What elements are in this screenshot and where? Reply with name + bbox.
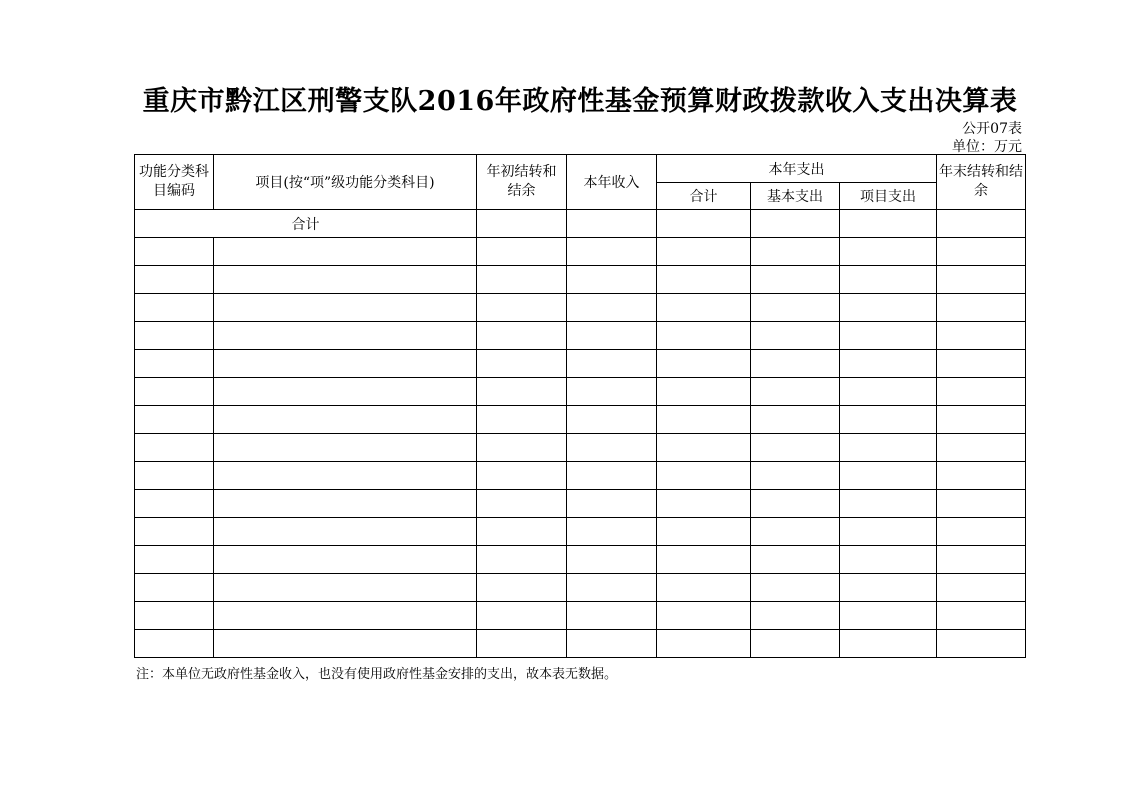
cell-code <box>135 378 214 406</box>
cell-end <box>937 322 1026 350</box>
cell-total <box>657 490 751 518</box>
cell-end <box>937 546 1026 574</box>
cell-end <box>937 238 1026 266</box>
table-row <box>135 490 1026 518</box>
cell-project <box>840 322 937 350</box>
cell-project <box>840 574 937 602</box>
cell-code <box>135 238 214 266</box>
table-row <box>135 322 1026 350</box>
table-row <box>135 378 1026 406</box>
header-item: 项目(按“项”级功能分类科目) <box>214 155 477 210</box>
cell-item <box>214 462 477 490</box>
cell-income <box>567 574 657 602</box>
cell-project <box>840 350 937 378</box>
header-exp-total: 合计 <box>657 183 751 210</box>
cell-code <box>135 406 214 434</box>
table-row <box>135 518 1026 546</box>
cell-code <box>135 630 214 658</box>
cell-project <box>840 378 937 406</box>
cell-project <box>840 434 937 462</box>
cell-code <box>135 350 214 378</box>
cell-total <box>657 602 751 630</box>
cell-project <box>840 490 937 518</box>
cell-project <box>840 630 937 658</box>
cell-basic <box>751 266 840 294</box>
budget-table <box>134 154 1026 658</box>
cell-end <box>937 490 1026 518</box>
cell-begin <box>477 406 567 434</box>
cell-end <box>937 378 1026 406</box>
table-row <box>135 630 1026 658</box>
total-end <box>937 210 1026 238</box>
table-row <box>135 294 1026 322</box>
table-number: 公开07表 <box>962 121 1022 137</box>
cell-total <box>657 238 751 266</box>
cell-item <box>214 378 477 406</box>
cell-end <box>937 350 1026 378</box>
cell-begin <box>477 378 567 406</box>
cell-begin <box>477 238 567 266</box>
total-income <box>567 210 657 238</box>
cell-basic <box>751 574 840 602</box>
cell-total <box>657 406 751 434</box>
total-begin <box>477 210 567 238</box>
cell-total <box>657 350 751 378</box>
cell-basic <box>751 462 840 490</box>
total-label: 合计 <box>135 210 477 238</box>
cell-begin <box>477 350 567 378</box>
footnote: 注：本单位无政府性基金收入，也没有使用政府性基金安排的支出，故本表无数据。 <box>136 667 618 682</box>
cell-code <box>135 322 214 350</box>
total-exp-total <box>657 210 751 238</box>
cell-basic <box>751 350 840 378</box>
total-row <box>135 210 1026 238</box>
cell-total <box>657 294 751 322</box>
cell-project <box>840 518 937 546</box>
table-row <box>135 546 1026 574</box>
total-exp-basic <box>751 210 840 238</box>
page-title: 重庆市黔江区刑警支队2016年政府性基金预算财政拨款收入支出决算表 <box>142 86 1018 117</box>
cell-begin <box>477 630 567 658</box>
cell-begin <box>477 574 567 602</box>
cell-income <box>567 630 657 658</box>
cell-end <box>937 294 1026 322</box>
cell-end <box>937 518 1026 546</box>
cell-income <box>567 406 657 434</box>
cell-total <box>657 574 751 602</box>
cell-project <box>840 294 937 322</box>
cell-item <box>214 350 477 378</box>
cell-code <box>135 294 214 322</box>
cell-item <box>214 266 477 294</box>
cell-income <box>567 294 657 322</box>
cell-code <box>135 490 214 518</box>
cell-end <box>937 266 1026 294</box>
cell-income <box>567 238 657 266</box>
cell-income <box>567 378 657 406</box>
cell-income <box>567 266 657 294</box>
cell-basic <box>751 322 840 350</box>
cell-total <box>657 434 751 462</box>
cell-item <box>214 322 477 350</box>
cell-income <box>567 490 657 518</box>
cell-basic <box>751 378 840 406</box>
cell-begin <box>477 602 567 630</box>
cell-begin <box>477 490 567 518</box>
cell-basic <box>751 406 840 434</box>
cell-total <box>657 266 751 294</box>
cell-total <box>657 462 751 490</box>
cell-code <box>135 266 214 294</box>
cell-begin <box>477 462 567 490</box>
header-end-balance: 年末结转和结余 <box>937 155 1026 210</box>
cell-item <box>214 434 477 462</box>
cell-project <box>840 266 937 294</box>
cell-basic <box>751 546 840 574</box>
cell-project <box>840 462 937 490</box>
cell-total <box>657 630 751 658</box>
cell-item <box>214 602 477 630</box>
cell-project <box>840 406 937 434</box>
header-begin-balance: 年初结转和结余 <box>477 155 567 210</box>
cell-income <box>567 602 657 630</box>
cell-end <box>937 602 1026 630</box>
cell-project <box>840 602 937 630</box>
cell-basic <box>751 490 840 518</box>
cell-item <box>214 518 477 546</box>
unit-label: 单位：万元 <box>952 139 1022 155</box>
header-code: 功能分类科目编码 <box>135 155 214 210</box>
cell-begin <box>477 322 567 350</box>
cell-income <box>567 462 657 490</box>
cell-item <box>214 574 477 602</box>
cell-begin <box>477 266 567 294</box>
cell-end <box>937 574 1026 602</box>
total-exp-project <box>840 210 937 238</box>
table-row <box>135 238 1026 266</box>
cell-basic <box>751 434 840 462</box>
cell-basic <box>751 294 840 322</box>
cell-end <box>937 630 1026 658</box>
table-row <box>135 350 1026 378</box>
cell-total <box>657 378 751 406</box>
cell-total <box>657 322 751 350</box>
cell-income <box>567 350 657 378</box>
cell-end <box>937 406 1026 434</box>
cell-basic <box>751 238 840 266</box>
cell-begin <box>477 434 567 462</box>
cell-basic <box>751 602 840 630</box>
table-row <box>135 574 1026 602</box>
table-row <box>135 266 1026 294</box>
cell-code <box>135 434 214 462</box>
cell-code <box>135 574 214 602</box>
cell-item <box>214 294 477 322</box>
cell-item <box>214 630 477 658</box>
cell-basic <box>751 630 840 658</box>
cell-total <box>657 518 751 546</box>
header-expenditure: 本年支出 <box>657 155 937 183</box>
cell-project <box>840 546 937 574</box>
cell-item <box>214 490 477 518</box>
cell-code <box>135 518 214 546</box>
cell-begin <box>477 294 567 322</box>
cell-income <box>567 434 657 462</box>
cell-basic <box>751 518 840 546</box>
cell-project <box>840 238 937 266</box>
header-exp-project: 项目支出 <box>840 183 937 210</box>
cell-begin <box>477 546 567 574</box>
table-row <box>135 434 1026 462</box>
cell-code <box>135 546 214 574</box>
cell-begin <box>477 518 567 546</box>
header-income: 本年收入 <box>567 155 657 210</box>
table-row <box>135 462 1026 490</box>
cell-item <box>214 406 477 434</box>
cell-income <box>567 546 657 574</box>
header-exp-basic: 基本支出 <box>751 183 840 210</box>
cell-end <box>937 434 1026 462</box>
cell-item <box>214 546 477 574</box>
cell-income <box>567 322 657 350</box>
cell-code <box>135 602 214 630</box>
cell-total <box>657 546 751 574</box>
cell-code <box>135 462 214 490</box>
table-row <box>135 602 1026 630</box>
table-row <box>135 406 1026 434</box>
cell-item <box>214 238 477 266</box>
cell-end <box>937 462 1026 490</box>
cell-income <box>567 518 657 546</box>
